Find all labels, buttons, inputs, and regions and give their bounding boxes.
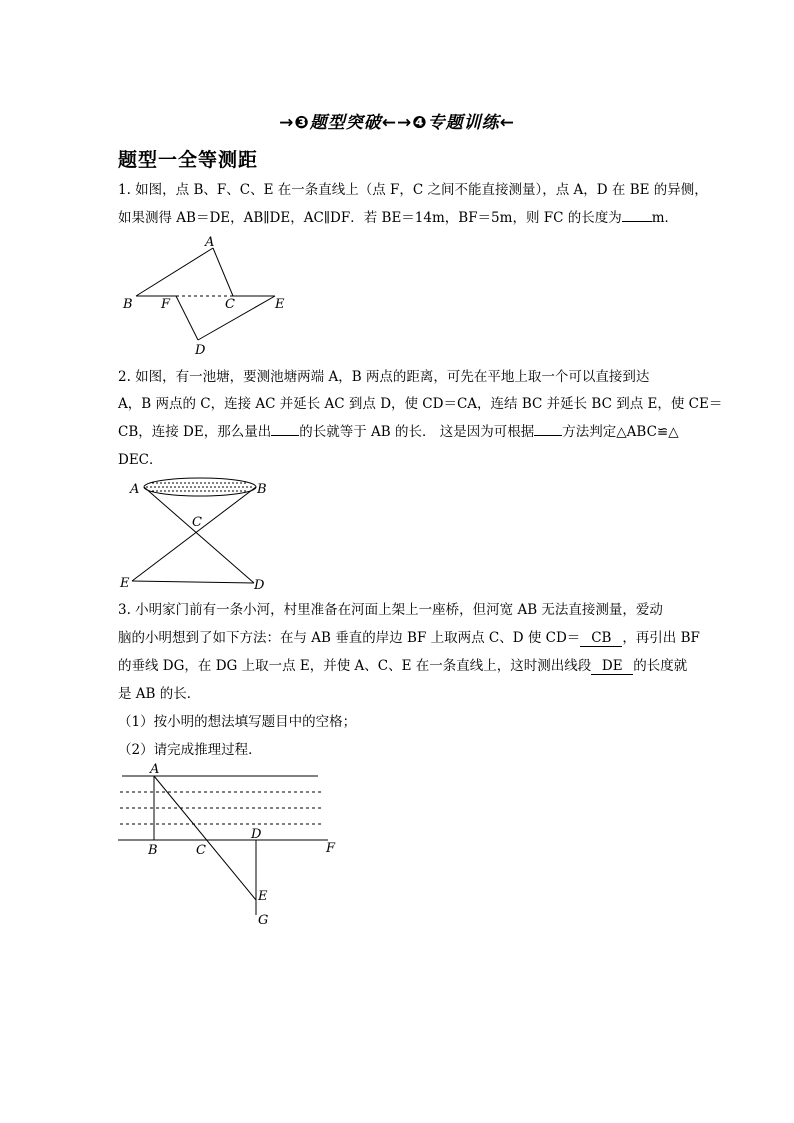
q1-label-e: E: [275, 297, 285, 312]
q3-line-3: [118, 656, 687, 676]
q3-line-2-text-a: 脑的小明想到了如下方法：在与 AB 垂直的岸边 BF 上取两点 C、D 使 CD＝: [118, 630, 581, 646]
q1-label-f: F: [161, 297, 171, 312]
q3-line-1: 3. 小明家门前有一条小河，村里准备在河面上架上一座桥，但河宽 AB 无法直接测量，爱动: [118, 602, 663, 618]
q1-answer-blank: [622, 221, 652, 222]
q1-label-a: A: [205, 235, 215, 250]
q1-segment-de: [198, 296, 275, 340]
q3-sub-1: （1）按小明的想法填写题目中的空格；: [118, 714, 357, 730]
q1-segment-fd: [176, 296, 198, 340]
q2-blank-2: [534, 435, 562, 436]
q2-blank-1: [271, 435, 299, 436]
q2-line-3-text-a: CB，连接 DE，那么量出: [118, 424, 272, 440]
q2-label-d: D: [254, 578, 265, 593]
q1-label-d: D: [195, 343, 206, 358]
q3-blank-cb: CB: [580, 630, 622, 647]
q3-label-a: A: [150, 762, 160, 777]
q1-line-2-unit: m．: [651, 210, 679, 226]
q1-segment-ac: [213, 248, 233, 296]
q2-label-c: C: [192, 515, 202, 530]
q2-line-1: 2. 如图，有一池塘，要测池塘两端 A，B 两点的距离，可先在平地上取一个可以直接到达: [118, 369, 650, 385]
q2-label-e: E: [120, 576, 130, 591]
q3-label-c: C: [196, 843, 206, 858]
q3-label-d: D: [251, 827, 262, 842]
q3-line-4: 是 AB 的长．: [118, 686, 201, 702]
section-title: 题型一全等测距: [118, 149, 259, 171]
q2-line-3-text-b: 的长就等于 AB 的长． 这是因为可根据: [299, 424, 535, 440]
q2-label-a: A: [130, 482, 140, 497]
q1-line-2-text: 如果测得 AB＝DE，AB∥DE，AC∥DF．若 BE＝14m，BF＝5m，则 FC 的长度为: [118, 210, 622, 226]
q3-line-3-text-a: 的垂线 DG，在 DG 上取一点 E，并使 A、C、E 在一条直线上，这时测出线段: [118, 658, 592, 674]
q2-line-4: DEC．: [118, 452, 163, 468]
q1-figure: [118, 230, 298, 360]
q1-segment-ab: [136, 248, 213, 296]
section-banner: →❸题型突破←→❹专题训练←: [279, 113, 515, 133]
q3-label-e: E: [258, 889, 268, 904]
q3-figure: [110, 760, 350, 930]
q2-line-2: A，B 两点的 C，连接 AC 并延长 AC 到点 D，使 CD＝CA，连结 BC 并延长 BC 到点 E，使 CE＝: [118, 396, 723, 412]
q3-blank-de: DE: [591, 658, 633, 675]
q1-label-c: C: [225, 297, 235, 312]
q2-segment-be: [132, 487, 256, 581]
q3-label-b: B: [148, 843, 158, 858]
q1-line-2: [118, 208, 678, 228]
q2-figure: [118, 475, 278, 595]
q3-line-2: [118, 628, 700, 648]
q3-line-2-text-b: ，再引出 BF: [622, 630, 700, 646]
q3-label-g: G: [258, 913, 269, 928]
q2-line-3-text-c: 方法判定△ABC≌△: [562, 424, 679, 440]
q1-label-b: B: [123, 297, 133, 312]
q2-segment-ed: [132, 581, 254, 583]
q3-sub-2: （2）请完成推理过程．: [118, 742, 262, 758]
q3-label-f: F: [326, 841, 336, 856]
q1-line-1: 1. 如图，点 B、F、C、E 在一条直线上（点 F，C 之间不能直接测量），点 A，D 在 BE 的异侧，: [118, 182, 708, 198]
q3-segment-ae: [154, 776, 256, 900]
q3-line-3-text-b: 的长度就: [633, 658, 688, 674]
q2-label-b: B: [257, 482, 267, 497]
q2-line-3: [118, 422, 679, 442]
